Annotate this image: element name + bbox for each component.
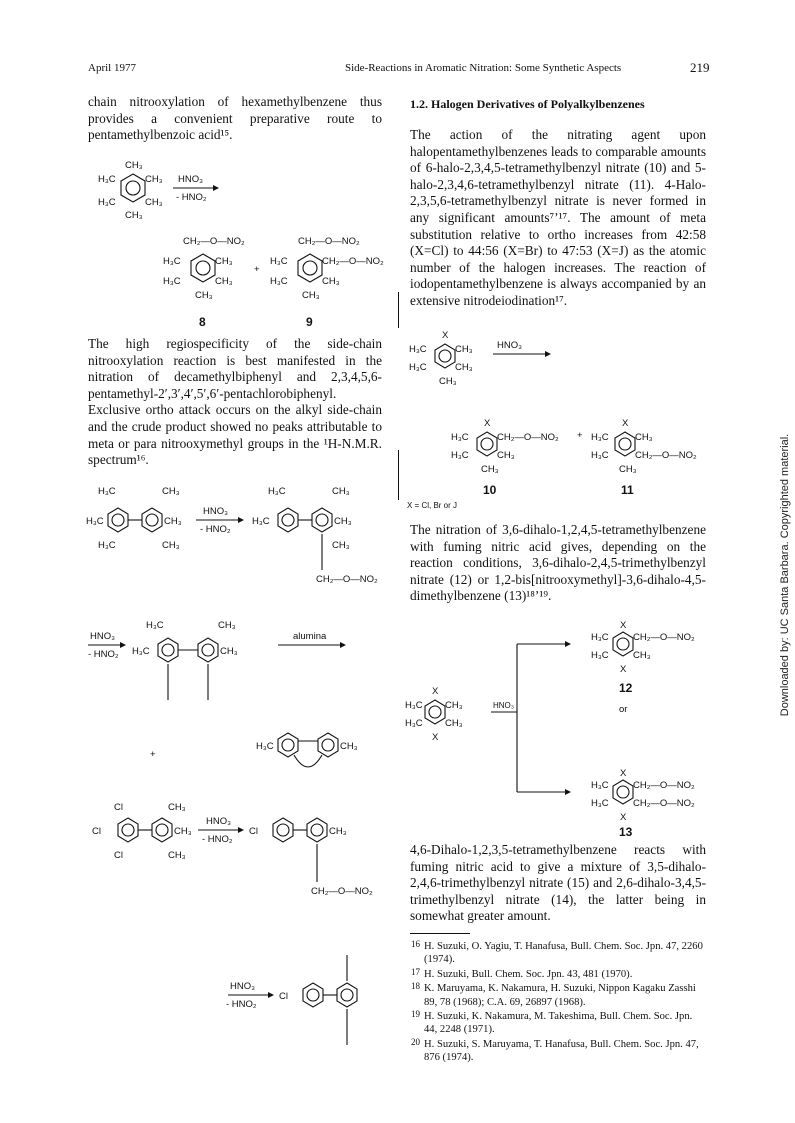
svg-text:+: + — [254, 264, 260, 275]
svg-text:- HNO₂: - HNO₂ — [226, 999, 257, 1010]
svg-text:H₃C: H₃C — [86, 516, 104, 527]
svg-text:CH₃: CH₃ — [445, 700, 463, 711]
left-paragraph-1: chain nitrooxylation of hexamethylbenzene thus provides a convenient preparative route to pentamethylbenzoic acid¹⁵. — [88, 94, 382, 143]
svg-text:CH₃: CH₃ — [125, 160, 143, 171]
svg-text:X: X — [442, 330, 449, 341]
svg-text:CH₃: CH₃ — [497, 450, 515, 461]
svg-text:Cl: Cl — [279, 991, 288, 1002]
compound-8-label: 8 — [199, 315, 206, 329]
footnote: 16 H. Suzuki, O. Yagiu, T. Hanafusa, Bull. Chem. Soc. Jpn. 47, 2260 (1974). — [411, 939, 703, 966]
svg-text:CH₃: CH₃ — [215, 256, 233, 267]
svg-text:H₃C: H₃C — [163, 256, 181, 267]
footnote-rule — [410, 933, 470, 934]
compound-9-label: 9 — [306, 315, 313, 329]
left-paragraph-2: The high regiospecificity of the side-chain nitrooxylation reaction is best manifested in the nitration of decamethylbiphenyl and 2,3,4,5,6-pentamethyl-2′,3′,4′,5′,6′-pentachlorobiphenyl. Exclusive ortho attack occurs on the alkyl side-chain and the crude product showed no peaks attributable to meta or para nitrooxymethyl groups in the ¹H-N.M.R. spectrum¹⁶. — [88, 336, 382, 468]
compound-11-label: 11 — [621, 483, 634, 497]
svg-text:H₃C: H₃C — [409, 362, 427, 373]
svg-text:H₃C: H₃C — [98, 197, 116, 208]
svg-text:CH₂—O—NO₂: CH₂—O—NO₂ — [497, 432, 559, 443]
scheme-alumina — [88, 605, 388, 785]
svg-text:CH₃: CH₃ — [329, 826, 347, 837]
svg-text:CH₃: CH₃ — [322, 276, 340, 287]
svg-text:HNO₃: HNO₃ — [497, 340, 522, 351]
svg-text:CH₃: CH₃ — [168, 802, 186, 813]
svg-text:Cl: Cl — [114, 850, 123, 861]
svg-text:H₃C: H₃C — [591, 432, 609, 443]
svg-text:CH₃: CH₃ — [619, 464, 637, 475]
svg-text:CH₃: CH₃ — [174, 826, 192, 837]
svg-text:H₃C: H₃C — [98, 540, 116, 551]
svg-text:CH₃: CH₃ — [215, 276, 233, 287]
right-paragraph-3: 4,6-Dihalo-1,2,3,5-tetramethylbenzene reacts with fuming nitric acid to give a mixture of 3,5-dihalo-2,4,6-trimethylbenzyl nitrate (15) and 2,6-dihalo-3,4,5-trimethylbenzyl nitrate (14), the latter being in somewhat greater amount. — [410, 842, 706, 924]
svg-text:X: X — [432, 732, 439, 743]
svg-text:CH₃: CH₃ — [481, 464, 499, 475]
svg-text:X: X — [620, 664, 627, 675]
svg-text:- HNO₂: - HNO₂ — [176, 192, 207, 203]
download-notice: Downloaded by: UC Santa Barbara. Copyrighted material. — [779, 433, 791, 717]
footnote: 18 K. Maruyama, K. Nakamura, H. Suzuki, Nippon Kagaku Zasshi 89, 78 (1968); C.A. 69, 26897 (1968). — [411, 981, 696, 1008]
svg-text:CH₂—O—NO₂: CH₂—O—NO₂ — [635, 450, 697, 461]
running-title: Side-Reactions in Aromatic Nitration: Some Synthetic Aspects — [345, 62, 622, 74]
right-paragraph-1: The action of the nitrating agent upon halopentamethylbenzenes leads to comparable amounts of 6-halo-2,3,4,5-tetramethylbenzyl nitrate (10) and 5-halo-2,3,4,6-tetramethylbenzyl nitrate (11). 4-Halo-2,3,5,6-tetramethylbenzyl nitrate is never formed in any significant amounts⁷ʼ¹⁷. The amount of meta substitution relative to ortho increases from 42:58 (X=Cl) to 44:56 (X=Br) to 47:53 (X=J) as the atomic number of the halogen increases. The reaction of iodopentamethylbenzene is always accompanied by an extensive nitrodeiodination¹⁷. — [410, 127, 706, 308]
scheme-pentachlorobiphenyl — [88, 790, 388, 1090]
svg-text:CH₂—O—NO₂: CH₂—O—NO₂ — [316, 574, 378, 585]
header-date: April 1977 — [88, 62, 136, 74]
svg-text:H₃C: H₃C — [270, 256, 288, 267]
svg-text:- HNO₂: - HNO₂ — [88, 649, 119, 660]
svg-text:CH₃: CH₃ — [162, 486, 180, 497]
svg-text:CH₂—O—NO₂: CH₂—O—NO₂ — [322, 256, 384, 267]
svg-text:H₃C: H₃C — [256, 741, 274, 752]
footnote: 19 H. Suzuki, K. Nakamura, M. Takeshima, Bull. Chem. Soc. Jpn. 44, 2248 (1971). — [411, 1009, 693, 1036]
svg-text:CH₃: CH₃ — [218, 620, 236, 631]
svg-text:or: or — [619, 704, 628, 715]
svg-text:H₃C: H₃C — [132, 646, 150, 657]
svg-text:CH₃: CH₃ — [340, 741, 358, 752]
svg-text:+: + — [150, 749, 156, 760]
svg-text:+: + — [577, 430, 583, 441]
svg-text:CH₂—O—NO₂: CH₂—O—NO₂ — [311, 886, 373, 897]
svg-text:X: X — [432, 686, 439, 697]
svg-text:H₃C: H₃C — [268, 486, 286, 497]
svg-text:X: X — [622, 418, 629, 429]
svg-text:CH₃: CH₃ — [302, 290, 320, 301]
svg-text:CH₂—O—NO₂: CH₂—O—NO₂ — [633, 632, 695, 643]
svg-text:H₃C: H₃C — [252, 516, 270, 527]
change-bar — [398, 292, 399, 328]
compound-8-structure — [163, 236, 245, 329]
svg-text:H₃C: H₃C — [146, 620, 164, 631]
svg-text:CH₃: CH₃ — [125, 210, 143, 221]
page-number: 219 — [690, 60, 710, 75]
svg-text:H₃C: H₃C — [591, 450, 609, 461]
svg-text:- HNO₂: - HNO₂ — [200, 524, 231, 535]
svg-text:H₃C: H₃C — [451, 432, 469, 443]
scheme-decamethylbiphenyl — [88, 480, 388, 590]
compound-13-label: 13 — [619, 825, 633, 839]
scheme-hexamethylbenzene — [88, 150, 388, 330]
svg-text:HNO₃: HNO₃ — [178, 174, 203, 185]
svg-text:H₃C: H₃C — [98, 486, 116, 497]
hexamethylbenzene-structure — [98, 160, 163, 221]
svg-text:H₃C: H₃C — [591, 650, 609, 661]
svg-text:CH₂—O—NO₂: CH₂—O—NO₂ — [183, 236, 245, 247]
svg-text:H₃C: H₃C — [163, 276, 181, 287]
scheme-dihalo — [405, 612, 705, 837]
compound-9-structure — [270, 236, 384, 329]
svg-text:H₃C: H₃C — [270, 276, 288, 287]
svg-text:CH₃: CH₃ — [439, 376, 457, 387]
svg-text:CH₃: CH₃ — [334, 516, 352, 527]
right-paragraph-2: The nitration of 3,6-dihalo-1,2,4,5-tetramethylbenzene with fuming nitric acid gives, depending on the reaction conditions, 3,6-dihalo-2,4,5-trimethylbenzyl nitrate (12) or 1,2-bis[nitrooxymethyl]-3,6-dihalo-4,5-dimethylbenzene (13)¹⁸ʼ¹⁹. — [410, 522, 706, 604]
compound-12-label: 12 — [619, 681, 633, 695]
svg-text:CH₂—O—NO₂: CH₂—O—NO₂ — [633, 780, 695, 791]
svg-text:H₃C: H₃C — [591, 780, 609, 791]
svg-text:HNO₃: HNO₃ — [230, 981, 255, 992]
svg-text:X: X — [620, 620, 627, 631]
svg-text:CH₃: CH₃ — [145, 174, 163, 185]
svg-text:CH₃: CH₃ — [445, 718, 463, 729]
svg-text:HNO₃: HNO₃ — [493, 701, 515, 710]
svg-text:H₃C: H₃C — [98, 174, 116, 185]
svg-text:X: X — [620, 768, 627, 779]
svg-text:CH₃: CH₃ — [162, 540, 180, 551]
svg-text:CH₃: CH₃ — [332, 540, 350, 551]
svg-text:CH₃: CH₃ — [455, 344, 473, 355]
svg-text:CH₃: CH₃ — [633, 650, 651, 661]
section-title: 1.2. Halogen Derivatives of Polyalkylbenzenes — [410, 97, 645, 111]
change-bar — [398, 450, 399, 500]
compound-10-label: 10 — [483, 483, 497, 497]
svg-text:H₃C: H₃C — [405, 700, 423, 711]
svg-text:Cl: Cl — [92, 826, 101, 837]
svg-text:Cl: Cl — [249, 826, 258, 837]
svg-text:H₃C: H₃C — [409, 344, 427, 355]
svg-text:HNO₃: HNO₃ — [90, 631, 115, 642]
svg-text:CH₃: CH₃ — [220, 646, 238, 657]
svg-text:HNO₃: HNO₃ — [203, 506, 228, 517]
svg-text:CH₂—O—NO₂: CH₂—O—NO₂ — [633, 798, 695, 809]
scheme-halopentamethylbenzene — [405, 318, 705, 513]
svg-text:HNO₃: HNO₃ — [206, 816, 231, 827]
svg-text:Cl: Cl — [114, 802, 123, 813]
svg-text:CH₃: CH₃ — [145, 197, 163, 208]
footnote: 17 H. Suzuki, Bull. Chem. Soc. Jpn. 43, 481 (1970). — [411, 966, 633, 980]
footnotes — [402, 940, 708, 1066]
svg-text:CH₃: CH₃ — [635, 432, 653, 443]
svg-text:CH₃: CH₃ — [455, 362, 473, 373]
svg-text:H₃C: H₃C — [405, 718, 423, 729]
svg-text:X: X — [620, 812, 627, 823]
svg-text:X: X — [484, 418, 491, 429]
svg-text:CH₃: CH₃ — [168, 850, 186, 861]
svg-text:H₃C: H₃C — [591, 632, 609, 643]
x-definition: X = Cl, Br or J — [407, 501, 458, 510]
svg-text:CH₃: CH₃ — [164, 516, 182, 527]
svg-text:CH₂—O—NO₂: CH₂—O—NO₂ — [298, 236, 360, 247]
footnote: 20 H. Suzuki, S. Maruyama, T. Hanafusa, Bull. Chem. Soc. Jpn. 47, 876 (1974). — [411, 1036, 699, 1064]
svg-text:H₃C: H₃C — [451, 450, 469, 461]
svg-text:alumina: alumina — [293, 631, 327, 642]
svg-text:CH₃: CH₃ — [195, 290, 213, 301]
svg-text:H₃C: H₃C — [591, 798, 609, 809]
svg-text:- HNO₂: - HNO₂ — [202, 834, 233, 845]
svg-text:CH₃: CH₃ — [332, 486, 350, 497]
